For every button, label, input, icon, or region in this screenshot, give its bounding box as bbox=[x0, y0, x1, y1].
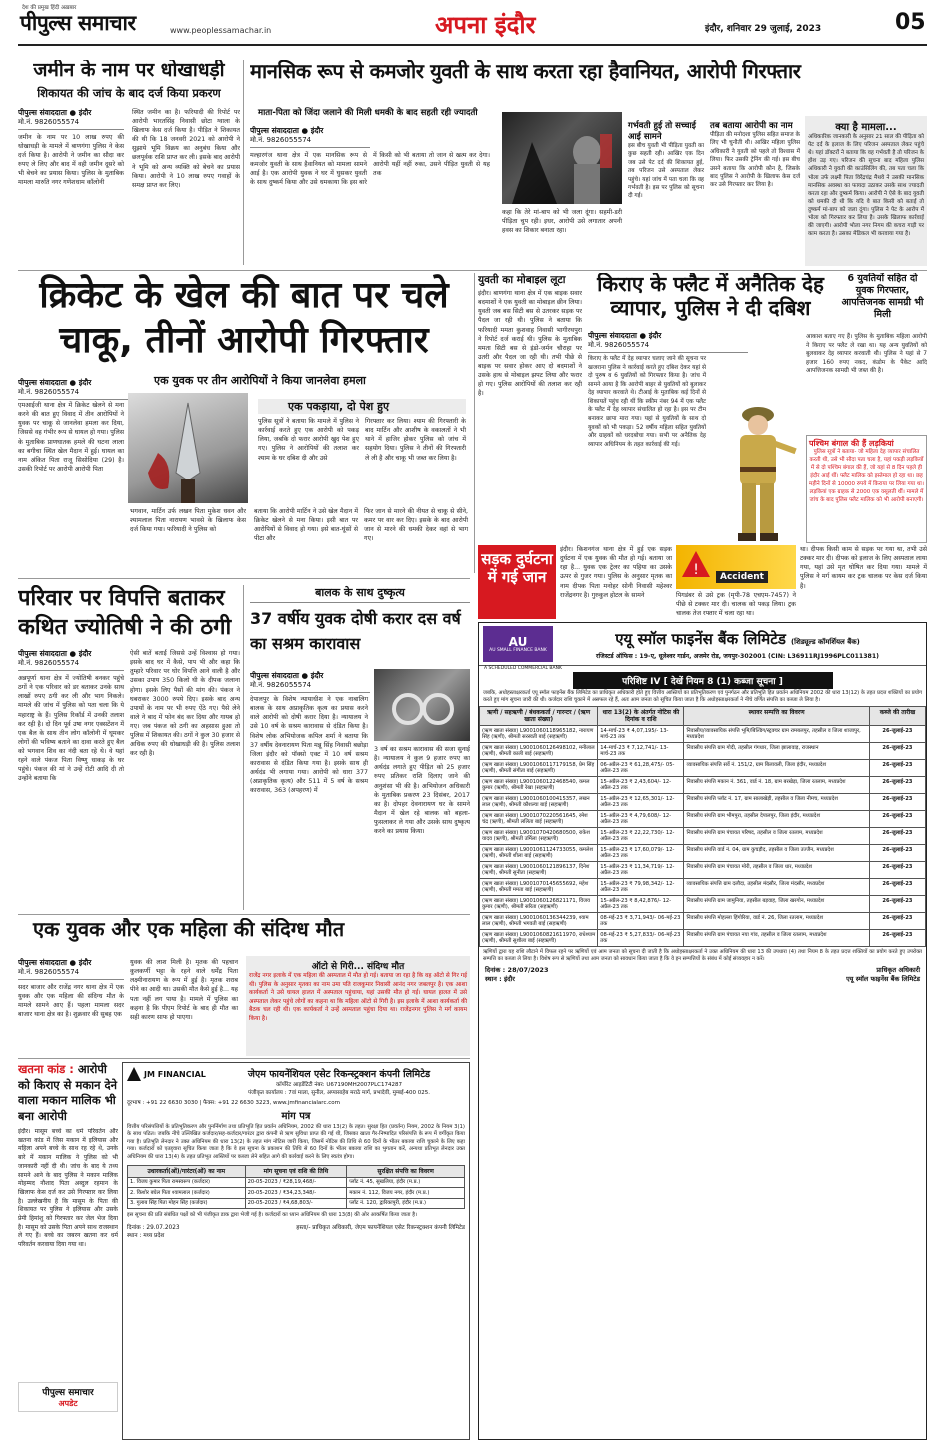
table-cell: 20-05-2023 / ₹34,23,348/- bbox=[245, 1188, 347, 1199]
table-row bbox=[480, 913, 926, 930]
headline: युवती का मोबाइल लूटा bbox=[478, 274, 566, 286]
table-header-row bbox=[480, 707, 926, 726]
story-khatna bbox=[18, 1062, 118, 1440]
box-text: पुलिस सूत्रों ने बताया कि मामले में पुलिस ने कार्रवाई करते हुए एक आरोपी को पकड़ लिया, जबकि दो फरार आरोपी खुद पेश हुए गए। पुलिस ने आरोपियों की तलाश कर श्याम के घर दबिश दी और उसे bbox=[258, 418, 359, 462]
update-badge bbox=[18, 1382, 118, 1412]
kicker: माता-पिता को जिंदा जलाने की मिली धमकी के बाद सहती रही ज्यादती bbox=[258, 108, 478, 118]
jm-date: दिनांक : 29.07.2023 bbox=[127, 1224, 180, 1231]
column-header: धारा 13(2) के अंतर्गत नोटिस की दिनांक व राशि bbox=[598, 707, 684, 726]
mobile-number: मो.नं. 9826055574 bbox=[18, 118, 124, 130]
knife-photo bbox=[128, 393, 248, 503]
khatna-label: खतना कांड : bbox=[18, 1062, 74, 1076]
byline: पीपुल्स संवाददाता ● इंदौर bbox=[18, 107, 92, 117]
table-cell: (ऋण खाता संख्या) L9001061124733055, कमलेश (ऋणी), श्रीमती शीला बाई (सहऋणी) bbox=[480, 845, 598, 862]
table-header-row bbox=[128, 1166, 465, 1178]
khatna-headline bbox=[18, 1062, 118, 1124]
table-cell: 15-अप्रैल-23 ₹ 12,65,301/- 12-अप्रैल-23 तक bbox=[598, 794, 684, 811]
table-cell: 15-अप्रैल-23 ₹ 17,60,079/- 12-अप्रैल-23 तक bbox=[598, 845, 684, 862]
table-cell: 15-अप्रैल-23 ₹ 79,98,342/- 12-अप्रैल-23 तक bbox=[598, 879, 684, 896]
story-text: पिगडंबर से उसे ट्रक (मृपी-78 एचएम-7457) ने पीछे से टक्कर मार दी। चालक को पकड़ लिया। ट्रक चालक तेज रफ्तार में चला रहा था। bbox=[676, 592, 796, 618]
subhead: शिकायत की जांच के बाद दर्ज किया प्रकरण bbox=[37, 85, 221, 100]
headline: क्रिकेट के खेल की बात पर चले चाकू, तीनों आरोपी गिरफ्तार bbox=[39, 275, 449, 361]
story-minor-abuse bbox=[250, 585, 470, 915]
divider bbox=[18, 578, 470, 579]
table-row bbox=[480, 760, 926, 777]
mobile-number: मो.नं. 9826055574 bbox=[250, 136, 370, 148]
au-logo-mark: AU bbox=[508, 634, 528, 649]
mobile-number: मो.नं. 9826055574 bbox=[18, 968, 124, 980]
dateline: इंदौर, शनिवार 29 जुलाई, 2023 bbox=[705, 24, 822, 34]
policeman-icon bbox=[708, 393, 808, 543]
mobile-number: मो.नं. 9826055574 bbox=[250, 681, 370, 693]
side-head: 6 युवतियों सहित दो युवक गिरफ्तार, आपत्तिजनक सामग्री भी मिली bbox=[841, 273, 924, 320]
sign-text: Accident bbox=[716, 571, 768, 583]
what-is-case-box bbox=[805, 116, 927, 266]
jm-address: पंजीकृत कार्यालय : 7वां माला, सुनील, अप्पासाहेब मराठे मार्ग, प्रभादेवी, मुम्बई-400 025. bbox=[247, 1090, 431, 1096]
divider bbox=[18, 270, 927, 271]
au-logo bbox=[483, 626, 553, 662]
table-cell: निवासीय संपत्ति मोहल्ला हिंगोरिया, वार्ड नं. 26, जिला रतलाम, मध्यप्रदेश bbox=[684, 913, 869, 930]
table-cell: 26-जुलाई-23 bbox=[869, 760, 925, 777]
mobile-number: मो.नं. 9826055574 bbox=[18, 388, 138, 400]
update-logo: पीपुल्स समाचार bbox=[42, 1388, 94, 1398]
table-cell: 20-05-2023 / ₹4,68,803/- bbox=[245, 1198, 347, 1209]
police-illustration bbox=[708, 393, 808, 543]
column-header: स्थावर सम्पत्ति का विवरण bbox=[684, 707, 869, 726]
mobile-number: मो.नं. 9826055574 bbox=[18, 659, 124, 671]
byline: पीपुल्स संवाददाता ● इंदौर bbox=[250, 671, 324, 680]
newspaper-logo: पीपुल्स समाचार bbox=[20, 11, 136, 35]
story-text: स्थित जमीन का है। फरियादी की रिपोर्ट पर आरोपी भारतसिंह निवासी छोटा ग्वाला के खिलाफ केस दर्ज किया है। पीड़ित ने शिकायत की थी कि 18 जनवरी 2021 को आरोपी ने सुझाये भूमि विक्रय का अनुबंध किया और छलपूर्वक राशि प्राप्त कर ली। इसके बाद आरोपी ने भूमि को अन्य व्यक्ति को बेचने का प्रयास किया। आरोपी ने 10 लाख रुपए गवाहों के समक्ष प्राप्त कर लिए। bbox=[132, 108, 240, 189]
table-row bbox=[128, 1177, 465, 1188]
table-cell: 15-अप्रैल-23 ₹ 11,34,719/- 12-अप्रैल-23 तक bbox=[598, 862, 684, 879]
table-cell: मकान नं. 112, विजय नगर, इंदौर (म.प्र.) bbox=[347, 1188, 465, 1199]
table-cell: 15-अप्रैल-23 ₹ 4,79,608/- 12-अप्रैल-23 तक bbox=[598, 811, 684, 828]
headline: किराए के फ्लैट में अनैतिक देह व्यापार, पुलिस ने दी दबिश bbox=[597, 273, 824, 320]
subhead: एक युवक पर तीन आरोपियों ने किया जानलेवा हमला bbox=[154, 374, 366, 387]
jm-footer: इस सूचना की प्रति संबंधित पक्षों को भी पंजीकृत डाक द्वारा भेजी गई है। कर्जदारों का ध्यान अधिनियम की धारा 13(8) की ओर आकर्षित किया जाता है। bbox=[127, 1212, 418, 1219]
table-cell: 15-अप्रैल-23 ₹ 22,22,730/- 12-अप्रैल-23 तक bbox=[598, 828, 684, 845]
column-header: सुरक्षित संपत्ति का विवरण bbox=[347, 1166, 465, 1178]
table-cell: व्यावसायिक संपत्ति ग्राम दलौदा, तहसील मंदसौर, जिला मंदसौर, मध्यप्रदेश bbox=[684, 879, 869, 896]
table-cell: प्लॉट नं. 45, सुखलिया, इंदौर (म.प्र.) bbox=[347, 1177, 465, 1188]
table-cell: (ऋण खाता संख्या) L9001070220561645, रमेश चंद्र (ऋणी), श्रीमती ललिता बाई (सहऋणी) bbox=[480, 811, 598, 828]
box-title: एक पकड़ाया, दो पेश हुए bbox=[258, 399, 466, 414]
story-text: फिर जान से मारने की नीयत से चाकू से सीने, कमर पर वार कर दिए। इसके के बाद आरोपी जान से मारने की धमकी देकर वहां से भाग गए। bbox=[364, 508, 468, 543]
story-astrologer bbox=[18, 585, 240, 915]
table-cell: 26-जुलाई-23 bbox=[869, 743, 925, 760]
au-place: स्थान : इंदौर bbox=[485, 975, 515, 984]
table-cell: (ऋण खाता संख्या) L9001060136344239, श्याम लाल (ऋणी), श्रीमती भगवती बाई (सहऋणी) bbox=[480, 913, 598, 930]
table-cell: 15-अप्रैल-23 ₹ 8,42,876/- 12-अप्रैल-23 तक bbox=[598, 896, 684, 913]
jm-contact: दूरभाष : +91 22 6630 3030 | फैक्स: +91 22 6630 3223, www.jmfinancialarc.com bbox=[127, 1100, 340, 1106]
table-cell: 08-मई-23 ₹ 5,27,833/- 06-मई-23 तक bbox=[598, 930, 684, 947]
au-title: एयू स्मॉल फाइनेंस बैंक लिमिटेड bbox=[615, 629, 786, 648]
jm-cin: कॉर्पोरेट आइडेंटिटी नंबर: U67190MH2007PLC174287 bbox=[275, 1082, 403, 1088]
knife-icon bbox=[128, 393, 248, 503]
story-text: सदर बाजार और राजेंद्र नगर थाना क्षेत्र में एक युवक और एक महिला की संदिग्ध मौत के मामले सामने आए हैं। पहला मामला सदर बाजार थाना क्षेत्र का है। शुक्रवार की सुबह एक bbox=[18, 984, 124, 1019]
table-row bbox=[128, 1188, 465, 1199]
handcuffs-photo bbox=[374, 669, 470, 741]
west-bengal-box bbox=[806, 435, 927, 543]
byline: पीपुल्स संवाददाता ● इंदौर bbox=[588, 331, 662, 340]
headline: एक युवक और एक महिला की संदिग्ध मौत bbox=[33, 918, 345, 941]
table-row bbox=[480, 879, 926, 896]
table-cell: 26-जुलाई-23 bbox=[869, 794, 925, 811]
harassment-photo bbox=[502, 112, 622, 204]
story-text: बताया कि आरोपी मार्टिन ने उसे खेल मैदान में क्रिकेट खेलने से मना किया। इसी बात पर आरोपियों से विवाद हो गया। इसे बात-घूंसों से पीटा और bbox=[254, 508, 358, 543]
headline: जमीन के नाम पर धोखाधड़ी bbox=[33, 60, 225, 81]
table-cell: 26-जुलाई-23 bbox=[869, 845, 925, 862]
story-text: जमीन के नाम पर 10 लाख रुपए की धोखाधड़ी के मामले में बाणगंगा पुलिस ने केस दर्ज किया है। आरोपी ने जमीन का सौदा कर रुपए ले लिए और बाद में वही जमीन दूसरे को भी बेचने का प्रयास किया। पुलिस के मुताबिक मामला मारुति नगर गणेशधाम कॉलोनी bbox=[18, 133, 124, 187]
table-cell: निवासीय संपत्ति मकान नं. 361, वार्ड नं. 18, ग्राम बरखेड़ा, जिला रतलाम, मध्यप्रदेश bbox=[684, 777, 869, 794]
table-cell: प्लॉट नं. 120, द्वारिकापुरी, इंदौर (म.प्र.) bbox=[347, 1198, 465, 1209]
table-cell: निवासीय/व्यावसायिक संपत्ति भूमि/बिल्डिंग/स्ट्रक्चर ग्राम रामबलपुर, तहसील व जिला शाजापुर, मध्यप्रदेश bbox=[684, 726, 869, 743]
table-cell: 08-मई-23 ₹ 3,71,943/- 06-मई-23 तक bbox=[598, 913, 684, 930]
au-address: रजिस्टर्ड ऑफिस : 19-ए, धूलेश्वर गार्डन, अजमेर रोड, जयपुर-302001 (CIN: L36911RJ1996PLC011381) bbox=[596, 652, 879, 660]
jm-table bbox=[127, 1165, 465, 1209]
au-title-suffix: (शिड्यूल्ड कॉमर्शियल बैंक) bbox=[790, 637, 860, 646]
story-text: 3 वर्ष का सश्रम कारावास की सजा सुनाई है। न्यायालय ने कुल 9 हजार रुपए का अर्थदंड लगाते हुए पीड़ित को 25 हजार रुपए प्रतिकर राशि दिलाए जाने की अनुशंसा भी की है। अभियोजन अधिकारी के मुताबिक प्रकरण 23 दिसंबर, 2017 का है। दोपहर देवनारायण घर के सामने मैदान में खेल रहे बालक को बहला-फुसलाकर ले गया और उसके साथ दुष्कृत्य करने का प्रयास किया। bbox=[374, 746, 470, 836]
box-text: पुलिस सूत्रों ने बताया- जो महिला देह व्यापार संचालित करती थी, उसे भी सौदा पता चला है, यहां पकड़ी लड़कियों में से दो पश्चिम बंगाल की हैं, जो यहां से 8 दिन पहले ही इंदौर आई थीं। फ्लैट मालिक को इस्तेमाल हो रहा था। छह महीने दिनों से 10000 रुपये में किराया पर लिया गया था। लड़कियां एक ग्राहक से 2000 एक वसूलती थीं। मामले में जांच के बाद पुलिस फ्लैट मालिक को भी आरोपी बनाएगी। bbox=[809, 449, 924, 503]
update-tag: अपडेट bbox=[58, 1399, 78, 1408]
divider bbox=[474, 273, 475, 573]
table-cell: 3. गुलाब सिंह पिता मोहन सिंह (कर्जदार) bbox=[128, 1198, 246, 1209]
headline: मानसिक रूप से कमजोर युवती के साथ करता रहा हैवानियत, आरोपी गिरफ्तार bbox=[250, 60, 801, 83]
jm-financial-ad bbox=[122, 1062, 470, 1440]
au-notice-title: परिशिष्ट IV [ देखें नियम 8 (1) कब्जा सूचना ] bbox=[573, 672, 833, 689]
table-row bbox=[128, 1198, 465, 1209]
handcuffs-icon bbox=[374, 669, 470, 741]
sidebar-text: पीड़िता की मनोदशा पुलिस सहित समाज के लिए भी चुनौती थी। आखिर महिला पुलिस अधिकारी ने युवती को पहले तो विश्वास में लिया। फिर उसकी ट्रेनिंग की गई। इस बीच उसने बताया कि आरोपी कौन है, जिसके बाद पुलिस ने आरोपी के खिलाफ केस दर्ज कर उसे गिरफ्तार कर लिया है। bbox=[710, 132, 801, 189]
byline: पीपुल्स संवाददाता ● इंदौर bbox=[18, 958, 92, 967]
masthead-rule bbox=[18, 44, 927, 46]
story-text: था। दीपक किसी काम से सड़क पर गया था, तभी उसे टक्कर मार दी। दीपक को इलाज के लिए अस्पताल लाया गया, यहां उसे मृत घोषित कर दिया गया। मामले में पुलिस ने मर्ग कायम कर ट्रक चालक पर केस दर्ज किया है। bbox=[800, 546, 927, 590]
au-date: दिनांक : 28/07/2023 bbox=[485, 966, 549, 975]
table-cell: 26-जुलाई-23 bbox=[869, 777, 925, 794]
table-cell: 26-जुलाई-23 bbox=[869, 896, 925, 913]
table-row bbox=[480, 726, 926, 743]
story-text: इंदौर। मासूम बच्चे का धर्म परिवर्तन और खतना कांड में जिस मकान में इलियास और महिला अपने बच्चे के साथ रह रहे थे, उनके बारे में मकान मालिक ने पुलिस को भी जानकारी नहीं दी थी। जांच के बाद ये तथ्य सामने आने के बाद पुलिस ने मकान मालिक मोहम्मद नौशाद पिता अब्दुल रहमान के खिलाफ केस दर्ज कर उसे गिरफ्तार कर लिया है। उल्लेखनीय है कि मासूम के पिता की शिकायत पर पुलिस ने इलियास और उसके प्रेमी हिमांशु को गिरफ्तार कर जेल भेज दिया है। मासूम को उसके पिता अपने साथ राजस्थान ले गए हैं। बच्चे का जबरन खतना कर धर्म परिवर्तन करवाया दिया गया था। bbox=[18, 1128, 118, 1248]
table-cell: 14-मार्च-23 ₹ 7,12,741/- 13-मार्च-23 तक bbox=[598, 743, 684, 760]
masthead-tagline: देश की प्रमुख हिंदी अख़बार bbox=[22, 5, 77, 11]
table-cell: 26-जुलाई-23 bbox=[869, 930, 925, 947]
divider bbox=[18, 1058, 470, 1059]
table-cell: (ऋण खाता संख्या) L9001060118965182, नारायण सिंह (ऋणी), श्रीमती सरस्वती बाई (सहऋणी) bbox=[480, 726, 598, 743]
box-text: अधिकारिक जानकारी के अनुसार 21 साल की पीड़िता को पेट दर्द के इलाज के लिए परिजन अस्पताल लेकर पहुंचे थे। यहां डॉक्टरों ने बताया कि वह गर्भवती है तो परिजन के होश उड़ गए। परिजन की सूचना बाद महिला पुलिस अधिकारी ने युवती की काउंसिलिंग की, तब पता चला कि भोला उर्फ लक्ष्मी पिता विरेंद्रचंद्र मैथवे ने उसकी मानसिक मानसिक अवस्था का फायदा उठाकर उसके साथ ज्यादती करता रहा और दुष्कर्म किया। आरोपी ने ऐसे के बाद युवती को धमकी दी थी कि यदि वे बात किसी को बताई तो दुष्कर्म मां-बाप को जला दूंगा। पुलिस ने पेट के आरोप में भोला को गिरफ्तार कर लिया है। उसके खिलाफ कार्रवाई की जाएगी। आरोपी भोला नगर निगम की कचरा गाड़ी पर काम करता है। उसका मेडिकल भी करवाया गया है। bbox=[808, 134, 924, 238]
table-cell: (ऋण खाता संख्या) L9001060821611970, राधेश्याम (ऋणी), श्रीमती सुशीला बाई (सहऋणी) bbox=[480, 930, 598, 947]
story-text: युवक की लाश मिली है। मृतक की पहचान कुलकर्णी भट्टा के रहने वाले धर्मेंद्र पिता लक्ष्मीनारायण के रूप में हुई है। मृतक शराब पीने का आदी था। उसकी मौत कैसे हुई है... यह पता नहीं लग पाया है। मामले में पुलिस का कहना है कि पीएम रिपोर्ट के बाद ही मौत का सही कारण साफ हो पाएगा। bbox=[130, 959, 238, 1021]
table-cell: 1. विजय कुमार पिता रामस्वरूप (कर्जदार) bbox=[128, 1177, 246, 1188]
one-caught-box bbox=[254, 397, 470, 485]
kicker: बालक के साथ दुष्कृत्य bbox=[250, 585, 470, 603]
table-cell: 26-जुलाई-23 bbox=[869, 913, 925, 930]
story-text: इंदौर। बाणगंगा थाना क्षेत्र में एक बाइक सवार बदमाशों ने एक युवती का मोबाइल छीन लिया। युवती जब बस सिटी बस से उतरकर सड़क पर पैदल जा रही थी। पुलिस ने बताया कि फरियादी ममता कुशवाह निवासी भागीरथपुरा ने रिपोर्ट दर्ज कराई थी। पुलिस के मुताबिक ममता सिटी बस से इंडो-जर्मन चौराहा पर उतरी और पैदल जा रही थी। तभी पीछे से बाइक पर सवार होकर आए दो बदमाशों ने उसके हाथ से मोबाइल झपट लिया और फरार हो गए। पुलिस आरोपियों की तलाश कर रही है। bbox=[478, 290, 582, 398]
table-cell: (ऋण खाता संख्या) L9001060122468540, कमल कुमार (ऋणी), श्रीमती रेखा (सहऋणी) bbox=[480, 777, 598, 794]
table-row bbox=[480, 794, 926, 811]
story-text: देपालपुर के विशेष न्यायाधीश ने एक नाबालिग बालक के साथ अप्राकृतिक कृत्य का प्रयास करने वाले आरोपी को दोषी करार दिया है। न्यायालय ने उसे 10 वर्ष के सश्रम कारावास से दंडित किया है। विशेष लोक अभियोजक कपिल शर्मा ने बताया कि 37 वर्षीय देवनारायण पिता मन्नू सिंह निवासी बछोड़ा जिला इंदौर को पॉक्सो एक्ट में 10 वर्ष सश्रम कारावास से दंडित किया गया है। इसके साथ ही अर्थदंड भी लगाया गया। आरोपी को धारा 377 (अप्राकृतिक कृत्य) और 511 में 5 वर्ष के सश्रम कारावास, 363 (अपहरण) में bbox=[250, 696, 368, 795]
page-number: 05 bbox=[895, 10, 926, 35]
story-mobile-loot bbox=[478, 273, 582, 535]
silhouette-graphic bbox=[502, 112, 622, 204]
box-title: क्या है मामला... bbox=[835, 122, 897, 133]
au-table bbox=[479, 706, 926, 947]
story-text: अन्नपूर्णा थाना क्षेत्र में ज्योतिषी बनकर पहुंचे ठगों ने एक परिवार को डर बताकर उनके साथ लाखों रुपए ठगी कर ली और भाग निकले। मामले की जांच में पुलिस को पता चला कि ये महाराष्ट्र के हैं। पुलिस रिकॉर्ड में उनकी तलाश कर रही है। दो दिन पूर्व उषा नगर एक्सटेंशन में एक बैल के साथ तीन लोग कॉलोनी में घूमकर लोगों की भविष्य बताने का दावा करते हुए बैल को भगवान शिव का नंदी बता रहे थे। वे यहां रहने वाले पंकज पिता विष्णु धाकड़ के घर पहुंचे। पंकज की मां ने उन्हें रोटी आदि दी तो उन्होंने बताया कि bbox=[18, 675, 124, 783]
auto-fall-box bbox=[246, 956, 470, 1056]
table-cell: 26-जुलाई-23 bbox=[869, 828, 925, 845]
divider bbox=[18, 914, 470, 915]
au-footer: ऋणियों द्वारा यह राशि लौटाने में विफल रहने पर ऋणियों एवं आम जनता को सूचना दी जाती है कि अधोहस्ताक्षरकर्ता ने उक्त अधिनियम की धारा 13 की उपधारा (4) तथा नियम 8 के तहत प्रदत्त शक्तियों का प्रयोग करते हुए उपरोक्त सम्पत्ति का कब्जा ले लिया है। विशेष रूप से ऋणियों तथा आम जनता को सावधान किया जाता है कि वे इन सम्पत्तियों के संबंध में कोई संव्यवहार न करें। bbox=[483, 949, 922, 963]
story-text: भगवान, मार्टिन उर्फ लखन पिता मुकेश धवन और श्यामलाल पिता नारायण भावसे के खिलाफ केस दर्ज किया गया। फरियादी ने पुलिस को bbox=[130, 508, 246, 534]
table-cell: (ऋण खाता संख्या) L9001060100415357, लखन लाल (ऋणी), श्रीमती कौशल्या बाई (सहऋणी) bbox=[480, 794, 598, 811]
table-cell: (ऋण खाता संख्या) L9001060121896137, दिनेश (ऋणी), श्रीमती सुनीता (सहऋणी) bbox=[480, 862, 598, 879]
masthead bbox=[0, 0, 945, 50]
story-text: मल्हारगंज थाना क्षेत्र में एक मानसिक रूप से कमजोर युवती के साथ हैवानियत को मामला सामने आई है। एक आरोपी युवक ने घर में घुसकर युवती के साथ दुष्कर्म किया और उसे धमकाया कि इस बारे में किसी को भी बताया तो जान से खत्म कर देगा। आरोपी यहीं नहीं रुका, उसने पीड़ित युवती से यह तक bbox=[250, 152, 490, 187]
table-cell: 26-जुलाई-23 bbox=[869, 862, 925, 879]
jm-body: वित्तीय परिसंपत्तियों के प्रतिभूतिकरण और पुनर्निर्माण तथा प्रतिभूति हित प्रवर्तन अधिनियम, 2002 की धारा 13(2) के तहत। सुरक्षा हित (प्रवर्तन) नियम, 2002 के नियम 3(1) के साथ पठित। जबकि नीचे उल्लिखित कर्जदार/सह-कर्जदार/गारंटर द्वारा कंपनी से ऋण सुविधा प्राप्त की गई थी, जिसका खाता गैर-निष्पादित परिसंपत्ति के रूप में वर्गीकृत किया गया है। प्रतिभूति लेनदार ने उक्त अधिनियम की धारा 13(2) के तहत मांग नोटिस जारी किया, जिसमें नोटिस की तिथि से 60 दिनों के भीतर बकाया राशि चुकाने के लिए कहा गया। कर्जदारों को एतद्द्वारा सूचित किया जाता है कि वे इस सूचना के प्रकाशन की तिथि से 60 दिनों के भीतर बकाया राशि का भुगतान करें, अन्यथा प्रतिभूत लेनदार उक्त अधिनियम की धारा 13(4) के तहत प्रतिभूत आस्तियों पर कब्जा लेने सहित आगे की कार्रवाई करने के लिए स्वतंत्र होगा। bbox=[127, 1124, 465, 1160]
table-cell: निवासीय संपत्ति ग्राम गोदी, तहसील गंगधार, जिला झालावाड़, राजस्थान bbox=[684, 743, 869, 760]
headline: परिवार पर विपत्ति बताकर कथित ज्योतिषी ने की ठगी bbox=[18, 586, 232, 640]
table-cell: 26-जुलाई-23 bbox=[869, 726, 925, 743]
table-cell: निवासीय संपत्ति प्लॉट नं. 17, ग्राम सालाखेड़ी, तहसील व जिला नीमच, मध्यप्रदेश bbox=[684, 794, 869, 811]
story-text: आकाश बताए गए हैं। पुलिस के मुताबिक महिला आरोपी ने किराए पर फ्लैट ले रखा था। यह अन्य युवतियों को बुलवाकर देह व्यापार करवाती थी। पुलिस ने यहां से 7 हजार 160 रुपए नकद, कंडोम के पैकेट आदि आपत्तिजनक सामग्री भी जब्त की है। bbox=[806, 334, 927, 375]
story-text: किराए के फ्लैट में देह व्यापार चलाए जाने की सूचना पर खजराना पुलिस ने कार्रवाई करते हुए दबिश देकर यहां से दो पुरुष व 6 युवतियों को गिरफ्तार किया है। जांच में सामने आया है कि आरोपी बाहर से युवतियों को बुलाकर देह व्यापार करवाते थे। टीआई के मुताबिक कई दिनों से शिकायतें पहुंच रही थीं कि स्कीम नंबर 94 में एक फ्लैट के फ्लैट में देह व्यापार संचालित हो रहा है। इस पर टीम बनाकर छापा मारा गया। यहां से युवतियों के साथ दो युवकों को भी पकड़ा। 52 वर्षीय महिला सहित युवतियों और ग्राहकों को धरदबोचा गया। सभी पर अनैतिक देह व्यापार अधिनियम के तहत कार्रवाई की गई। bbox=[588, 356, 706, 448]
au-logo-sub: A SCHEDULED COMMERCIAL BANK bbox=[484, 666, 562, 671]
sidebar-title: तब बताया आरोपी का नाम bbox=[710, 121, 793, 131]
table-row bbox=[480, 828, 926, 845]
column-header: मांग सूचना एवं राशि की तिथि bbox=[245, 1166, 347, 1178]
table-cell: (ऋण खाता संख्या) L9001070145655692, महेश (ऋणी), श्रीमती ममता बाई (सहऋणी) bbox=[480, 879, 598, 896]
table-cell: (ऋण खाता संख्या) L9001060126821171, विजय कुमार (ऋणी), श्रीमती सरिता (सहऋणी) bbox=[480, 896, 598, 913]
table-row bbox=[480, 811, 926, 828]
sidebar-title: गर्भवती हुई तो सच्चाई आई सामने bbox=[628, 121, 696, 142]
byline: पीपुल्स संवाददाता ● इंदौर bbox=[250, 126, 324, 135]
website-url[interactable]: www.peoplessamachar.in bbox=[170, 26, 272, 35]
table-row bbox=[480, 777, 926, 794]
story-text: एमआईजी थाना क्षेत्र में क्रिकेट खेलने से मना करने की बात हुए विवाद में तीन आरोपियों ने युवक पर चाकू से जानलेवा हमला कर दिया, जिससे वह गंभीर रूप से घायल हो गया। पुलिस के मुताबिक प्राणघातक हमले की घटना लाला का बगीचा स्थित खेल मैदान में हुई। घायल का नाम अंकित पिता राजू सिसोदिया (29) है। उसकी रिपोर्ट पर आरोपी आरोपी पिता bbox=[18, 402, 124, 473]
table-row bbox=[480, 845, 926, 862]
table-cell: निवासीय संपत्ति ग्राम भीमपुरा, तहसील देपालपुर, जिला इंदौर, मध्यप्रदेश bbox=[684, 811, 869, 828]
table-cell: निवासीय संपत्ति ग्राम पंचायत नया गांव, तहसील व जिला रतलाम, मध्यप्रदेश bbox=[684, 930, 869, 947]
jm-logo bbox=[127, 1067, 207, 1081]
table-row bbox=[480, 743, 926, 760]
au-sign-title: प्राधिकृत अधिकारी bbox=[876, 966, 920, 975]
story-land-fraud bbox=[18, 60, 240, 270]
divider bbox=[243, 60, 244, 265]
column-header: ऋणी / सहऋणी / बंधककर्ता / गारन्टर / (ऋण खाता संख्या) bbox=[480, 707, 598, 726]
jm-place: स्थान : मध्य प्रदेश bbox=[127, 1232, 165, 1239]
table-cell: निवासीय संपत्ति ग्राम जामुनिया, तहसील बड़वाह, जिला खरगोन, मध्यप्रदेश bbox=[684, 896, 869, 913]
au-sign-name: एयू स्मॉल फाइनेंस बैंक लिमिटेड bbox=[846, 975, 920, 984]
sidebar-text: इस बीच युवती भी पीड़िता युवती का कुछ सहती रही। आखिर एक दिन जब उसे पेट दर्द की शिकायत हुई, तब परिजन उसे अस्पताल लेकर पहुंचे। यहां जांच में पता चला कि वह गर्भवती है। इस पर पुलिस को सूचना दी गई। bbox=[628, 143, 704, 200]
table-cell: 06-अप्रैल-23 ₹ 61,28,475/- 05-अप्रैल-23 तक bbox=[598, 760, 684, 777]
story-flat-raid bbox=[588, 273, 927, 543]
jm-company-name: जेएम फायनेंशियल एसेट रिकन्स्ट्रक्शन कंपनी लिमिटेड bbox=[247, 1069, 431, 1080]
mobile-number: मो.नं. 9826055574 bbox=[588, 341, 748, 353]
table-cell: 14-मार्च-23 ₹ 4,07,195/- 13-मार्च-23 तक bbox=[598, 726, 684, 743]
story-text: कहा कि तेरे मां-बाप को भी जला दूंगा। सहमी-डरी पीड़िता चुप रही। इधर, आरोपी उसे लगातार अपनी हवस का शिकार बनाता रहा। bbox=[502, 209, 622, 235]
jm-title: मांग पत्र bbox=[281, 1111, 311, 1122]
jm-logo-icon bbox=[127, 1067, 141, 1081]
headline: आरोपी को किराए से मकान देने वाला मकान मालिक भी बना आरोपी bbox=[18, 1062, 118, 1123]
jm-brand: JM FINANCIAL bbox=[144, 1069, 206, 1079]
byline: पीपुल्स संवाददाता ● इंदौर bbox=[18, 649, 92, 658]
table-cell: निवासीय संपत्ति ग्राम पंचायत परिषद, तहसील व जिला रतलाम, मध्यप्रदेश bbox=[684, 828, 869, 845]
story-accident bbox=[478, 545, 927, 620]
box-title: ऑटो से गिरी... संदिग्ध मौत bbox=[311, 962, 405, 972]
table-cell: (ऋण खाता संख्या) L9001060126498102, मनीलाल (ऋणी), श्रीमती काली बाई (सहऋणी) bbox=[480, 743, 598, 760]
table-cell: 20-05-2023 / ₹28,19,468/- bbox=[245, 1177, 347, 1188]
table-cell: 2. किशोर बघेल पिता श्यामलाल (कर्जदार) bbox=[128, 1188, 246, 1199]
table-cell: (ऋण खाता संख्या) L9001070420680500, राकेश यादव (ऋणी), श्रीमती उर्मिला (सहऋणी) bbox=[480, 828, 598, 845]
table-cell: व्यावसायिक संपत्ति सर्वे नं. 151/2, ग्राम बिलावली, जिला इंदौर, मध्यप्रदेश bbox=[684, 760, 869, 777]
column-header: उधारकर्ता(ओं)/गारंटर(ओं) का नाम bbox=[128, 1166, 246, 1178]
au-logo-text: AU SMALL FINANCE BANK bbox=[489, 647, 547, 653]
accident-sign bbox=[676, 545, 796, 589]
story-text: इंदौर। किशनगंज थाना क्षेत्र में हुई एक सड़क दुर्घटना में एक युवक की मौत हो गई। बताया जा रहा है... युवक एक ट्रेलर का पहिया का उसके ऊपर से गुजर गया। पुलिस के अनुसार मृतक का नाम दीपक पिता मनोहर सोनी निवासी महेश्वर राजेंद्रनगर है। गुरुकुल होटल के सामने bbox=[560, 546, 672, 599]
headline: 37 वर्षीय युवक दोषी करार दस वर्ष का सश्रम कारावास bbox=[250, 609, 461, 653]
table-row bbox=[480, 930, 926, 947]
table-cell: निवासीय संपत्ति ग्राम पंचायत मोरी, तहसील व जिला धार, मध्यप्रदेश bbox=[684, 862, 869, 879]
story-harassment bbox=[250, 60, 927, 268]
table-cell: 15-अप्रैल-23 ₹ 2,43,604/- 12-अप्रैल-23 तक bbox=[598, 777, 684, 794]
svg-text:!: ! bbox=[693, 562, 699, 578]
table-cell: (ऋण खाता संख्या) L9001060117179158, प्रेम सिंह (ऋणी), श्रीमती संगीता बाई (सहऋणी) bbox=[480, 760, 598, 777]
table-cell: 26-जुलाई-23 bbox=[869, 811, 925, 828]
story-suspicious-death bbox=[18, 918, 470, 1058]
byline: पीपुल्स संवाददाता ● इंदौर bbox=[18, 378, 92, 387]
box-text: राजेंद्र नगर इलाके में एक महिला की अस्पताल में मौत हो गई। बताया जा रहा है कि वह ऑटो से गिर गई थी। पुलिस के अनुसार मृतका का नाम उमा पति राजकुमार निवासी आनंद नगर जबलपुर है। एक आशा कार्यकर्ता ने उसे घायल हालत में अस्पताल पहुंचाया, यहां उसकी मौत हो गई। घायल हालत में उसे अस्पताल लेकर पहुंचे लोगों का कहना था कि महिला ऑटो से गिरी है। इस इलाके में आशा कार्यकर्ता की बैठक चल रही थी। एक कार्यकर्ता ने उन्हें अस्पताल पहुंचा दिया था। राजेंद्रनगर पुलिस ने मर्ग कायम किया है। bbox=[249, 973, 467, 1022]
box-title: पश्चिम बंगाल की हैं लड़कियां bbox=[809, 439, 894, 448]
section-title: अपना इंदौर bbox=[435, 11, 536, 39]
au-intro: जबकि, अधोहस्ताक्षरकर्ता एयू स्मॉल फाइनेंस बैंक लिमिटेड का प्राधिकृत अधिकारी होते हुए वित्तीय आस्तियों का प्रतिभूतिकरण एवं पुनर्गठन और प्रतिभूति हित प्रवर्तन अधिनियम 2002 की धारा 13(12) के तहत प्रदत्त शक्तियों का प्रयोग करते हुए मांग सूचना जारी की थी। कर्जदार राशि चुकाने में असफल रहे हैं, अतः आम जनता को सूचित किया जाता है कि अधोहस्ताक्षरकर्ता ने नीचे वर्णित संपत्ति का कब्जा ले लिया है। bbox=[483, 690, 922, 704]
jm-signature: हस्ता/- प्राधिकृत अधिकारी, जेएम फायनेंशियल एसेट रिकन्स्ट्रक्शन कंपनी लिमिटेड bbox=[296, 1224, 465, 1231]
column-header: कब्जे की तारीख bbox=[869, 707, 925, 726]
table-cell: 26-जुलाई-23 bbox=[869, 879, 925, 896]
accident-label: सड़क दुर्घटना में गई जान bbox=[478, 545, 556, 619]
table-row bbox=[480, 896, 926, 913]
table-cell: निवासीय संपत्ति वार्ड नं. 04, ग्राम कुचड़ौद, तहसील व जिला उज्जैन, मध्यप्रदेश bbox=[684, 845, 869, 862]
box-text: गिरफ्तार कर लिया। श्याम की गिरफ्तारी के बाद मार्टिन और आशीष के वकालतों ने भी थाने में हाजिर होकर पुलिस को जांच में सहयोग दिया। पुलिस ने तीनों की गिरफ्तारी ले ली है और चाकू भी जब्त कर लिया है। bbox=[365, 418, 466, 462]
au-bank-ad bbox=[478, 622, 927, 1440]
story-cricket bbox=[18, 273, 470, 575]
story-text: ऐसी बातें बताईं जिससे उन्हें विश्वास हो गया। इसके बाद घर में कैसे, पाप भी और कहा कि तुम्हारे परिवार पर घोर विपत्ति आने वाली है और उसका उपाय 350 किलो घी के दीपक जलाना होगा। इसके लिए पैसों की मांग की। पंकज ने घबराकर 3000 रुपये दिए। इसके बाद अन्य उपायों के नाम पर भी रुपए ऐंठे गए। पैसे लेने वाले ने बाद में फोन बंद कर दिया और गायब हो गए। जब पंकज को ठगी का अहसास हुआ तो पुलिस में शिकायत की। ठगों ने कुल 30 हजार से अधिक रुपए की धोखाधड़ी की है। पुलिस तलाश कर रही है। bbox=[130, 650, 240, 758]
divider bbox=[243, 585, 244, 910]
table-row bbox=[480, 862, 926, 879]
